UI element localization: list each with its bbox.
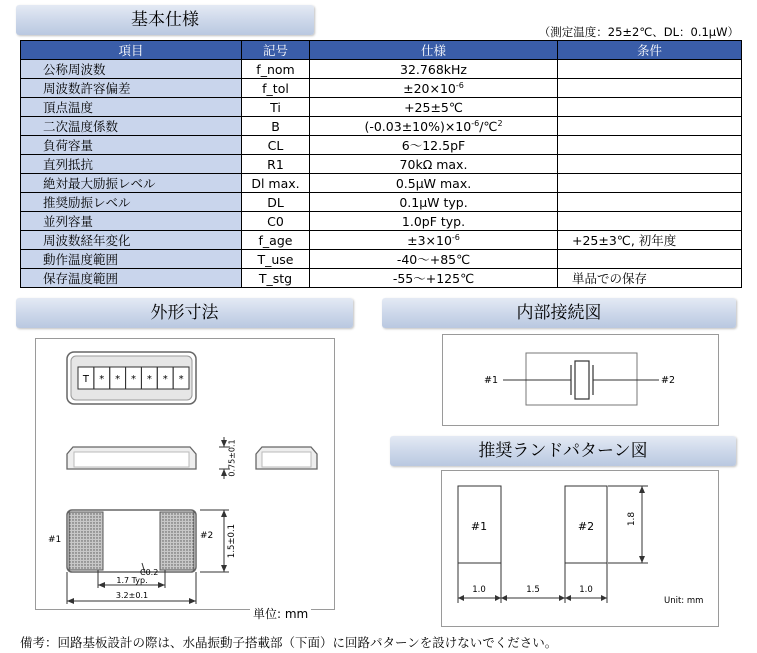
top-view: [67, 352, 196, 404]
header-symbol: 記号: [242, 41, 310, 60]
row-item: 絶対最大励振レベル: [21, 174, 242, 193]
row-spec: 70kΩ max.: [310, 155, 558, 174]
row-condition: [558, 79, 742, 98]
row-symbol: T_stg: [242, 269, 310, 288]
row-spec: -40～+85℃: [310, 250, 558, 269]
row-item: 周波数許容偏差: [21, 79, 242, 98]
row-symbol: T_use: [242, 250, 310, 269]
table-row: [21, 79, 742, 98]
row-spec: 6～12.5pF: [310, 136, 558, 155]
row-item: 頂点温度: [21, 98, 242, 117]
table-row: [21, 212, 742, 231]
spec-exponent: -6: [451, 232, 460, 242]
dim-pitch-label: 1.7 Typ.: [116, 576, 148, 585]
marking-char: *: [178, 374, 184, 385]
land-dim-pad1-label: 1.0: [472, 585, 486, 595]
outline-drawing: [36, 339, 334, 609]
row-spec: 0.5μW max.: [310, 174, 558, 193]
row-symbol: R1: [242, 155, 310, 174]
side-view: [67, 437, 237, 479]
land-pad2-label: #2: [577, 520, 595, 533]
table-row: [21, 231, 742, 250]
table-row: [21, 155, 742, 174]
row-condition: [558, 193, 742, 212]
internal-pin1-label: #1: [484, 375, 499, 386]
unit-label: 単位: mm: [250, 605, 311, 622]
pin2-label: #2: [200, 531, 214, 541]
spec-base: (-0.03±10%)×10: [364, 118, 472, 134]
row-spec: -55～+125℃: [310, 269, 558, 288]
row-condition: [558, 98, 742, 117]
section-title-basic-spec: 基本仕様: [16, 5, 314, 35]
land-dim-gap-label: 1.5: [526, 585, 540, 595]
measurement-condition-note: （測定温度：25±2℃、DL：0.1μW）: [538, 25, 739, 39]
row-symbol: DL: [242, 193, 310, 212]
row-condition: [558, 155, 742, 174]
row-symbol: f_tol: [242, 79, 310, 98]
outline-drawing-panel: [35, 338, 335, 610]
land-pattern-diagram: [442, 471, 718, 626]
spec-table: [20, 40, 742, 288]
internal-connection-diagram: [443, 335, 718, 425]
spec-base: ±20×10: [403, 80, 456, 96]
row-spec: [310, 79, 558, 98]
header-condition: 条件: [558, 41, 742, 60]
land-pad1-label: #1: [470, 520, 488, 533]
row-item: 直列抵抗: [21, 155, 242, 174]
table-row: [21, 193, 742, 212]
pin1-label: #1: [48, 535, 62, 545]
bottom-view: [48, 510, 237, 604]
marking-char: *: [99, 374, 105, 385]
table-row: [21, 117, 742, 136]
row-condition: [558, 117, 742, 136]
marking-char: *: [131, 374, 136, 385]
row-condition: +25±3℃, 初年度: [558, 231, 742, 250]
internal-pin2-label: #2: [661, 375, 676, 386]
row-symbol: Dl max.: [242, 174, 310, 193]
dim-width-label: 1.5±0.1: [227, 523, 237, 559]
row-item: 推奨励振レベル: [21, 193, 242, 212]
land-unit-label: Unit: mm: [664, 596, 704, 606]
chamfer-label: C0.2: [140, 568, 159, 577]
table-row: [21, 60, 742, 79]
row-spec: [310, 231, 558, 250]
row-symbol: Ti: [242, 98, 310, 117]
dim-height-label: 0.75±0.1: [227, 439, 237, 477]
spec-exponent: -6: [455, 80, 464, 90]
row-item: 並列容量: [21, 212, 242, 231]
row-item: 周波数経年変化: [21, 231, 242, 250]
row-spec: 32.768kHz: [310, 60, 558, 79]
row-symbol: f_age: [242, 231, 310, 250]
table-row: [21, 250, 742, 269]
header-spec: 仕様: [310, 41, 558, 60]
end-view: [256, 447, 317, 469]
row-symbol: CL: [242, 136, 310, 155]
row-spec: +25±5℃: [310, 98, 558, 117]
row-spec: 1.0pF typ.: [310, 212, 558, 231]
land-dim-pad2-label: 1.0: [579, 585, 593, 595]
row-condition: [558, 174, 742, 193]
row-item: 負荷容量: [21, 136, 242, 155]
spec-table-header: [21, 41, 742, 60]
row-condition: 単品での保存: [558, 269, 742, 288]
section-title-internal-connection: 内部接続図: [382, 298, 736, 328]
internal-connection-panel: [442, 334, 719, 426]
row-symbol: C0: [242, 212, 310, 231]
row-condition: [558, 60, 742, 79]
spec-exponent: -6: [471, 118, 480, 128]
row-condition: [558, 212, 742, 231]
header-item: 項目: [21, 41, 242, 60]
spec-exponent-2: 2: [497, 118, 503, 128]
section-title-outline: 外形寸法: [16, 298, 353, 328]
dim-length-label: 3.2±0.1: [115, 591, 149, 600]
marking-char: *: [115, 374, 121, 385]
remark-note: 備考：回路基板設計の際は、水晶振動子搭載部（下面）に回路パターンを設けないでください。: [20, 635, 558, 650]
table-row: [21, 98, 742, 117]
row-item: 保存温度範囲: [21, 269, 242, 288]
marking-char: *: [162, 374, 168, 385]
row-symbol: f_nom: [242, 60, 310, 79]
row-spec: [310, 117, 558, 136]
spec-unit: /℃: [479, 118, 498, 134]
row-symbol: B: [242, 117, 310, 136]
table-row: [21, 136, 742, 155]
row-item: 二次温度係数: [21, 117, 242, 136]
spec-base: ±3×10: [407, 232, 452, 248]
section-title-land-pattern: 推奨ランドパターン図: [390, 436, 736, 466]
marking-char: *: [146, 374, 152, 385]
row-condition: [558, 250, 742, 269]
land-pattern-panel: [441, 470, 719, 627]
row-item: 動作温度範囲: [21, 250, 242, 269]
row-item: 公称周波数: [21, 60, 242, 79]
row-spec: 0.1μW typ.: [310, 193, 558, 212]
table-row: [21, 174, 742, 193]
marking-char: T: [82, 374, 89, 385]
table-row: [21, 269, 742, 288]
row-condition: [558, 136, 742, 155]
land-dim-height-label: 1.8: [627, 511, 637, 527]
